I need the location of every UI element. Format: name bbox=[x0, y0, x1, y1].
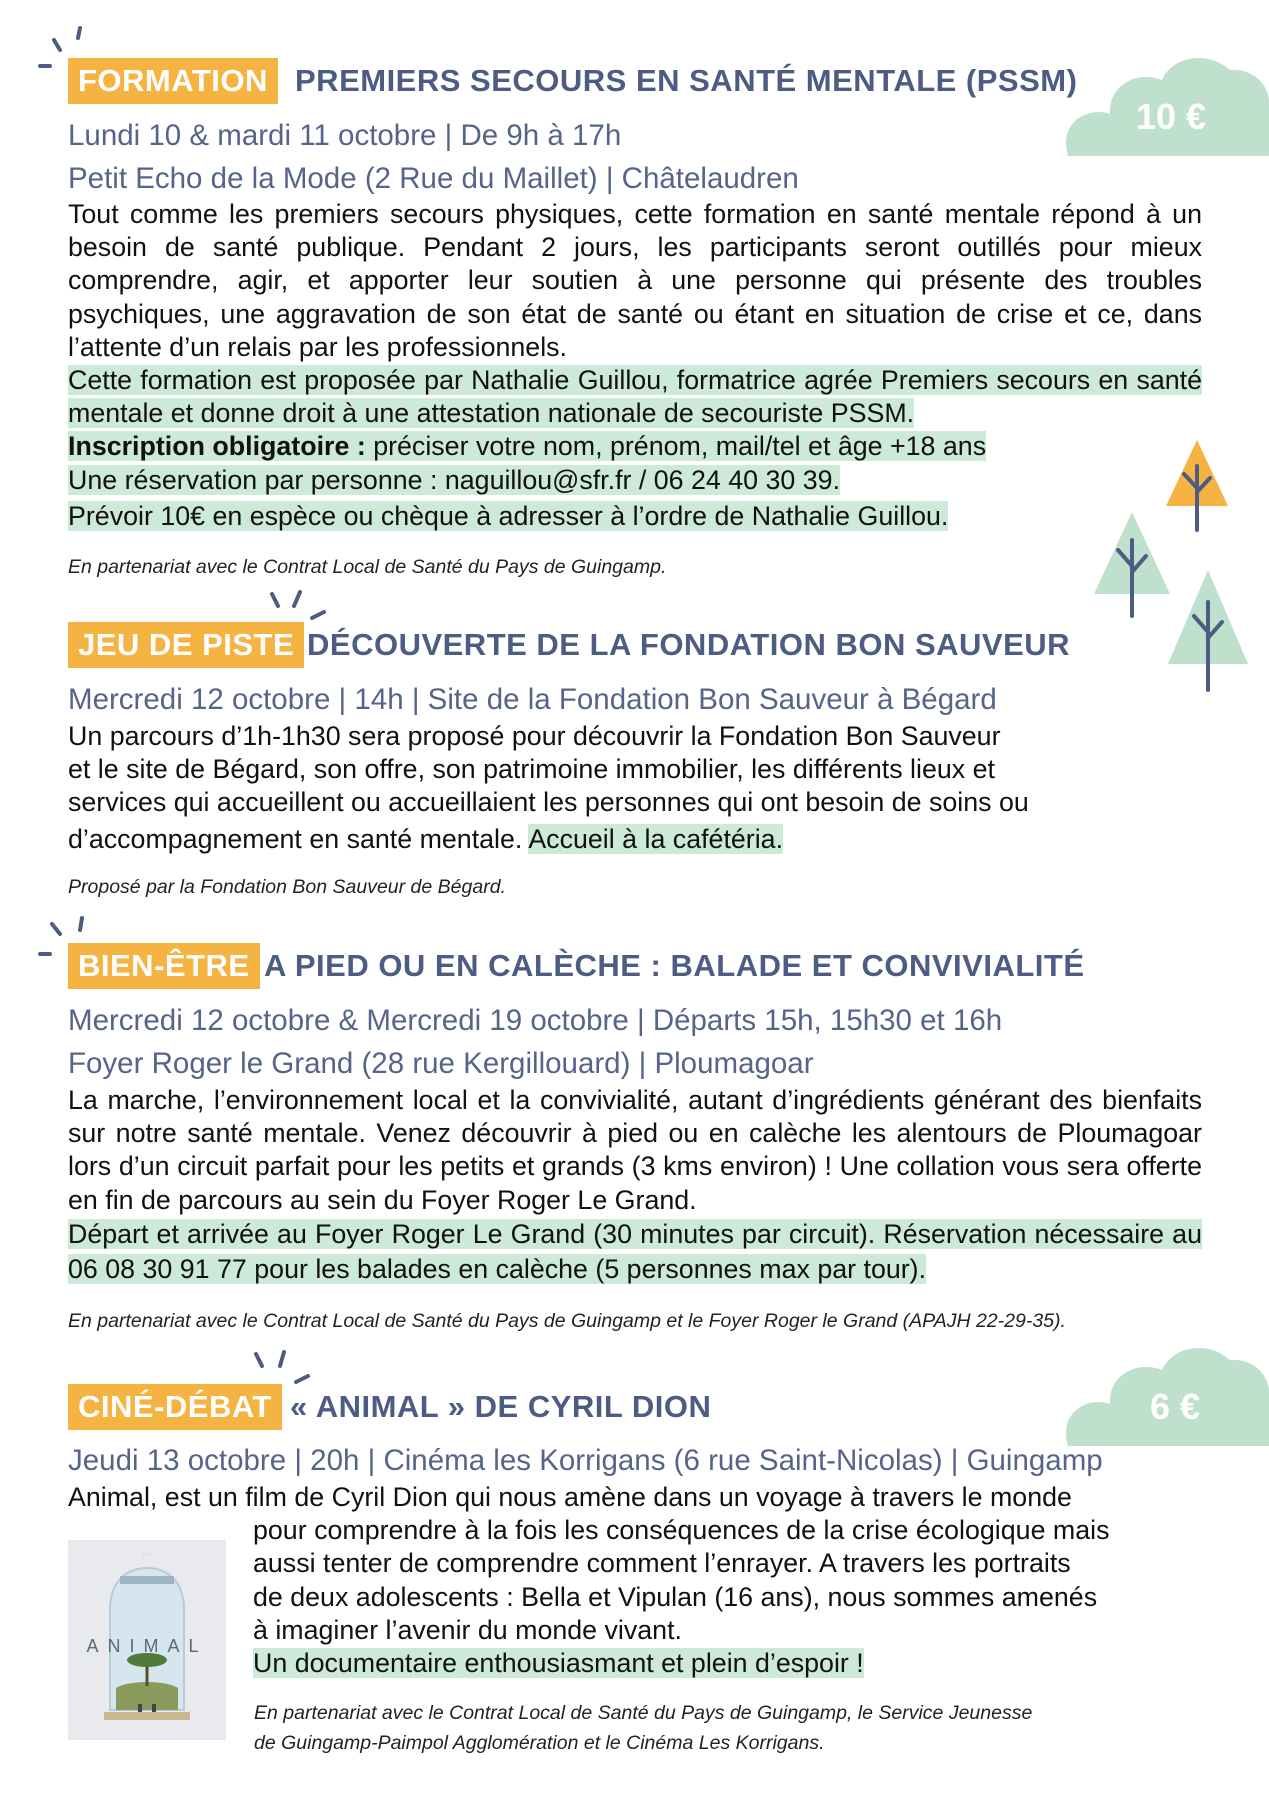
partner-credit: En partenariat avec le Contrat Local de Santé du Pays de Guingamp et le Foyer Roger le Grand (APAJH 22-29-35). bbox=[68, 1310, 1066, 1332]
event-date: Mercredi 12 octobre & Mercredi 19 octobre | Départs 15h, 15h30 et 16h bbox=[68, 1004, 1003, 1037]
event-description-block bbox=[68, 720, 1202, 856]
description-line: Animal, est un film de Cyril Dion qui nous amène dans un voyage à travers le monde bbox=[68, 1482, 1072, 1512]
event-date: Mercredi 12 octobre | 14h | Site de la Fondation Bon Sauveur à Bégard bbox=[68, 683, 997, 716]
event-description: La marche, l’environnement local et la convivialité, autant d’ingrédients générant des bienfaits sur notre santé mentale. Venez découvrir à pied ou en calèche les alentours de Ploumagoar lors d’un circuit parfait pour les petits et grands (3 kms environ) ! Une collation vous sera offerte en fin de parcours au sein du Foyer Roger Le Grand. bbox=[68, 1085, 1202, 1215]
description-line: services qui accueillent ou accueillaient les personnes qui ont besoin de soins ou bbox=[68, 787, 1029, 818]
description-line: aussi tenter de comprendre comment l’enrayer. A travers les portraits bbox=[253, 1548, 1071, 1579]
category-tag: JEU DE PISTE bbox=[68, 622, 304, 668]
highlight-text: Un documentaire enthousiasmant et plein d’espoir ! bbox=[253, 1648, 864, 1679]
description-line: d’accompagnement en santé mentale. bbox=[68, 823, 523, 854]
event-location: Petit Echo de la Mode (2 Rue du Maillet) | Châtelaudren bbox=[68, 162, 799, 195]
event-description-block bbox=[68, 198, 1202, 533]
price-label: 10 € bbox=[1136, 96, 1207, 137]
highlight-text: Cette formation est proposée par Nathalie Guillou, formatrice agrée Premiers secours en santé mentale et donne droit à une attestation nationale de secouriste PSSM. bbox=[68, 365, 1202, 429]
event-title: « ANIMAL » DE CYRIL DION bbox=[290, 1389, 712, 1424]
reservation-text: Une réservation par personne : naguillou@sfr.fr / 06 24 40 30 39. bbox=[68, 464, 841, 495]
svg-text:· · ·: · · · bbox=[142, 1552, 152, 1558]
inscription-label: Inscription obligatoire : bbox=[68, 431, 366, 462]
description-line: et le site de Bégard, son offre, son patrimoine immobilier, les différents lieux et bbox=[68, 754, 995, 785]
highlight-text: Accueil à la cafétéria. bbox=[528, 823, 784, 854]
event-description: Tout comme les premiers secours physiques, cette formation en santé mentale répond à un besoin de santé publique. Pendant 2 jours, les participants seront outillés pour mieux comprendre, agir, et apporter leur soutien à une personne qui présente des troubles psychiques, une aggravation de son état de santé ou étant en situation de crise et ce, dans l’attente d’un relais par les professionnels. bbox=[68, 199, 1202, 362]
event-date: Lundi 10 & mardi 11 octobre | De 9h à 17h bbox=[68, 119, 622, 152]
description-line: pour comprendre à la fois les conséquences de la crise écologique mais bbox=[253, 1515, 1110, 1546]
poster-title: ANIMAL bbox=[86, 1636, 208, 1656]
description-line: Un parcours d’1h-1h30 sera proposé pour découvrir la Fondation Bon Sauveur bbox=[68, 721, 1001, 751]
inscription-text: préciser votre nom, prénom, mail/tel et âge +18 ans bbox=[365, 431, 987, 462]
event-title: PREMIERS SECOURS EN SANTÉ MENTALE (PSSM) bbox=[295, 63, 1078, 98]
partner-credit: En partenariat avec le Contrat Local de Santé du Pays de Guingamp, le Service Jeunesse bbox=[254, 1702, 1033, 1724]
event-description-block bbox=[68, 1084, 1202, 1287]
category-tag: FORMATION bbox=[68, 58, 278, 104]
movie-poster bbox=[68, 1540, 226, 1740]
partner-credit: de Guingamp-Paimpol Agglomération et le Cinéma Les Korrigans. bbox=[254, 1732, 825, 1754]
event-description-block bbox=[68, 1481, 1202, 1680]
price-label: 6 € bbox=[1150, 1386, 1201, 1427]
highlight-text: Départ et arrivée au Foyer Roger Le Grand (30 minutes par circuit). Réservation nécessaire au 06 08 30 91 77 pour les balades en calèche (5 personnes max par tour). bbox=[68, 1218, 1202, 1284]
description-line: à imaginer l’avenir du monde vivant. bbox=[253, 1614, 682, 1645]
payment-text: Prévoir 10€ en espèce ou chèque à adresser à l’ordre de Nathalie Guillou. bbox=[68, 500, 949, 531]
partner-credit: Proposé par la Fondation Bon Sauveur de Bégard. bbox=[68, 876, 506, 898]
event-title: A PIED OU EN CALÈCHE : BALADE ET CONVIVIALITÉ bbox=[264, 948, 1085, 983]
description-line: de deux adolescents : Bella et Vipulan (16 ans), nous sommes amenés bbox=[253, 1581, 1098, 1612]
category-tag: BIEN-ÊTRE bbox=[68, 943, 260, 989]
tree-icon bbox=[1166, 568, 1250, 694]
event-location: Foyer Roger le Grand (28 rue Kergillouard) | Ploumagoar bbox=[68, 1047, 814, 1080]
category-tag: CINÉ-DÉBAT bbox=[68, 1384, 282, 1430]
event-date: Jeudi 13 octobre | 20h | Cinéma les Korrigans (6 rue Saint-Nicolas) | Guingamp bbox=[68, 1444, 1103, 1477]
event-title: DÉCOUVERTE DE LA FONDATION BON SAUVEUR bbox=[307, 627, 1071, 662]
partner-credit: En partenariat avec le Contrat Local de Santé du Pays de Guingamp. bbox=[68, 556, 667, 578]
